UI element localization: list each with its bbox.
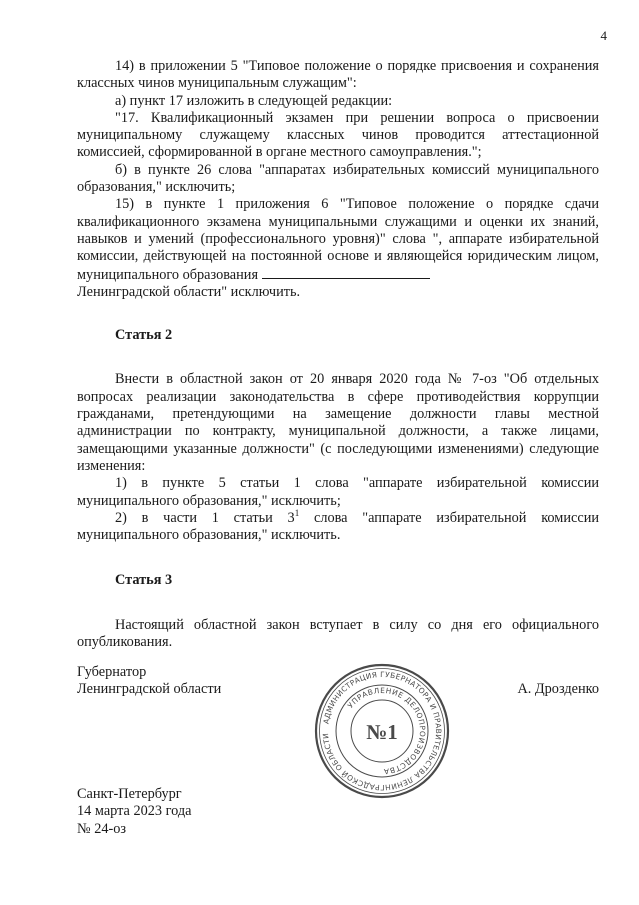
article-3-text: Настоящий областной закон вступает в силу со дня его официального опубликования.: [77, 616, 599, 651]
law-text: [77, 58, 599, 651]
article-2-item-2-after: слова "аппарате избирательной комиссии муниципального образования," исключить.: [77, 509, 599, 544]
seal-number: №1: [366, 720, 398, 744]
place-date-number: [77, 786, 192, 838]
footer-date: 14 марта 2023 года: [77, 803, 192, 820]
item-15-text: 15) в пункте 1 приложения 6 "Типовое положение о порядке сдачи квалификационного экзамена муниципальными служащими и оценки их знаний, навыков и умений (профессионального уровня)" слова ", аппарате избирательной комиссии, действующей на постоянной основе и являющейся юридическим лицом, муниципального образования: [77, 196, 599, 283]
signature-title: [77, 664, 221, 699]
article-2-item-2-before: 2) в части 1 статьи 3: [115, 509, 295, 526]
article-2-item-2-sup: 1: [294, 508, 300, 519]
seal-outer-text: АДМИНИСТРАЦИЯ ГУБЕРНАТОРА И ПРАВИТЕЛЬСТВА ЛЕНИНГРАДСКОЙ ОБЛАСТИ: [320, 669, 444, 793]
page-number: 4: [600, 28, 607, 43]
blank-line: [262, 266, 430, 279]
article-3-heading: Статья 3: [115, 572, 173, 589]
signature-title-line-1: Губернатор: [77, 664, 147, 680]
item-14-a: а) пункт 17 изложить в следующей редакции:: [115, 92, 393, 109]
seal-inner-text: УПРАВЛЕНИЕ ДЕЛОПРОИЗВОДСТВА: [345, 685, 428, 777]
article-2-item-1: 1) в пункте 5 статьи 1 слова "аппарате избирательной комиссии муниципального образования," исключить;: [77, 475, 599, 509]
article-2-heading: Статья 2: [115, 327, 173, 344]
item-14-intro: 14) в приложении 5 "Типовое положение о порядке присвоения и сохранения классных чинов муниципальным служащим":: [77, 58, 599, 92]
signer-name: А. Дрозденко: [517, 681, 599, 697]
article-2-intro: Внести в областной закон от 20 января 2020 года № 7-оз "Об отдельных вопросах реализации законодательства в сфере противодействия коррупции гражданами, претендующими на замещение должности главы местной администрации по контракту, муниципальной должности, а также лицами, замещающими указанные должности" (с последующими изменениями) следующие изменения:: [77, 371, 599, 474]
item-14-a-text: "17. Квалификационный экзамен при решении вопроса о присвоении муниципальному служащему классных чинов проводится аттестационной комиссией, сформированной в органе местного самоуправления.";: [77, 109, 599, 161]
signature-title-line-2: Ленинградской области: [77, 681, 222, 698]
official-seal: [313, 662, 451, 800]
item-14-b: б) в пункте 26 слова "аппаратах избирательных комиссий муниципального образования," исключить;: [77, 161, 599, 196]
footer-number: № 24-оз: [77, 820, 127, 837]
article-2-item-2: [77, 510, 599, 545]
item-15: [77, 196, 599, 283]
item-15-tail: Ленинградской области" исключить.: [77, 283, 301, 300]
footer-city: Санкт-Петербург: [77, 786, 182, 802]
